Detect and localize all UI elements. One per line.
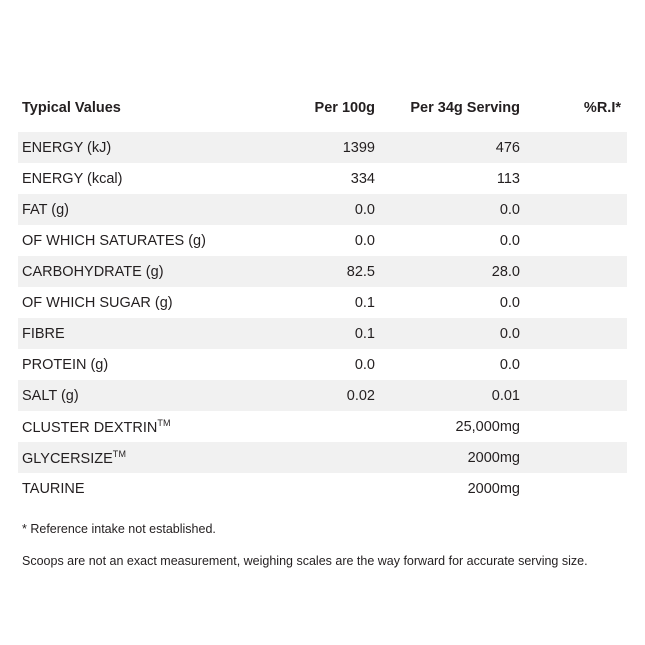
footnote-scoops: Scoops are not an exact measurement, weighing scales are the way forward for accurate serving size.: [22, 554, 588, 568]
table-row: [18, 380, 627, 411]
cell-per-100g: 334: [350, 170, 375, 187]
cell-ri: [534, 442, 627, 473]
cell-per-100g: 0.1: [354, 294, 375, 311]
cell-per-serving: 0.0: [499, 356, 520, 373]
cell-ri: [534, 163, 627, 194]
row-label-text: ENERGY (kJ): [22, 139, 112, 156]
column-header-per-serving: Per 34g Serving: [410, 100, 520, 116]
row-label: [18, 411, 254, 442]
table-header-row: [18, 100, 627, 132]
table-row: [18, 287, 627, 318]
cell-per-serving: 2000mg: [467, 480, 520, 497]
row-label-text: TAURINE: [22, 480, 85, 497]
row-label: [18, 349, 254, 380]
row-label: [18, 194, 254, 225]
row-label: [18, 287, 254, 318]
cell-per-serving: 113: [496, 170, 520, 187]
cell-per-100g: 0.0: [254, 194, 389, 225]
row-label: [18, 163, 254, 194]
row-label: [18, 256, 254, 287]
cell-per-serving: 28.0: [389, 256, 534, 287]
row-label-text: OF WHICH SUGAR (g): [22, 294, 173, 311]
cell-ri: [534, 411, 627, 442]
table-header: [18, 100, 627, 132]
cell-ri: [534, 349, 627, 380]
cell-per-100g: 0.02: [254, 380, 389, 411]
cell-ri: [534, 132, 627, 163]
cell-per-serving: 25,000mg: [455, 418, 520, 435]
cell-ri: [534, 473, 627, 504]
trademark-mark: TM: [157, 417, 171, 428]
cell-per-serving: 0.01: [389, 380, 534, 411]
row-label-text: CARBOHYDRATE (g): [22, 263, 164, 280]
table-body: [18, 132, 627, 504]
table-row: [18, 163, 627, 194]
cell-ri: [534, 225, 627, 256]
cell-per-serving: 0.0: [499, 232, 520, 249]
nutrition-table: [18, 100, 627, 504]
cell-per-serving: 2000mg: [389, 442, 534, 473]
row-label: [18, 442, 254, 473]
row-label: [18, 473, 254, 504]
table-row: [18, 132, 627, 163]
table-row: [18, 256, 627, 287]
cell-per-100g: 1399: [254, 132, 389, 163]
cell-per-serving: 0.0: [389, 318, 534, 349]
row-label-text: OF WHICH SATURATES (g): [22, 232, 206, 249]
cell-ri: [534, 318, 627, 349]
table-row: [18, 349, 627, 380]
cell-ri: [534, 256, 627, 287]
row-label-text: FAT (g): [22, 201, 69, 218]
column-header-ri: %R.I*: [583, 100, 621, 116]
row-label-text: GLYCERSIZE: [22, 450, 113, 467]
table-row: [18, 411, 627, 442]
row-label-text: SALT (g): [22, 387, 79, 404]
cell-per-100g: [254, 411, 389, 442]
row-label-text: ENERGY (kcal): [22, 170, 123, 187]
cell-per-100g: 0.0: [354, 232, 375, 249]
table-row: [18, 225, 627, 256]
cell-ri: [534, 287, 627, 318]
cell-per-100g: 0.0: [354, 356, 375, 373]
cell-per-100g: 0.1: [254, 318, 389, 349]
cell-per-serving: 0.0: [499, 294, 520, 311]
table-row: [18, 318, 627, 349]
row-label: [18, 318, 254, 349]
cell-ri: [534, 194, 627, 225]
table-row: [18, 473, 627, 504]
row-label: [18, 380, 254, 411]
trademark-mark: TM: [112, 448, 127, 459]
column-header-typical-values: Typical Values: [22, 100, 121, 116]
column-header-per-100g: Per 100g: [314, 100, 375, 116]
row-label-text: FIBRE: [22, 325, 65, 342]
cell-ri: [534, 380, 627, 411]
cell-per-100g: [254, 473, 389, 504]
row-label-text: CLUSTER DEXTRIN: [22, 419, 158, 436]
row-label-text: PROTEIN (g): [22, 356, 109, 373]
row-label: [18, 132, 254, 163]
cell-per-serving: 0.0: [389, 194, 534, 225]
row-label: [18, 225, 254, 256]
table-row: [18, 194, 627, 225]
cell-per-100g: [254, 442, 389, 473]
cell-per-100g: 82.5: [254, 256, 389, 287]
table-row: [18, 442, 627, 473]
footnote-reference-intake: * Reference intake not established.: [22, 522, 216, 536]
cell-per-serving: 476: [389, 132, 534, 163]
